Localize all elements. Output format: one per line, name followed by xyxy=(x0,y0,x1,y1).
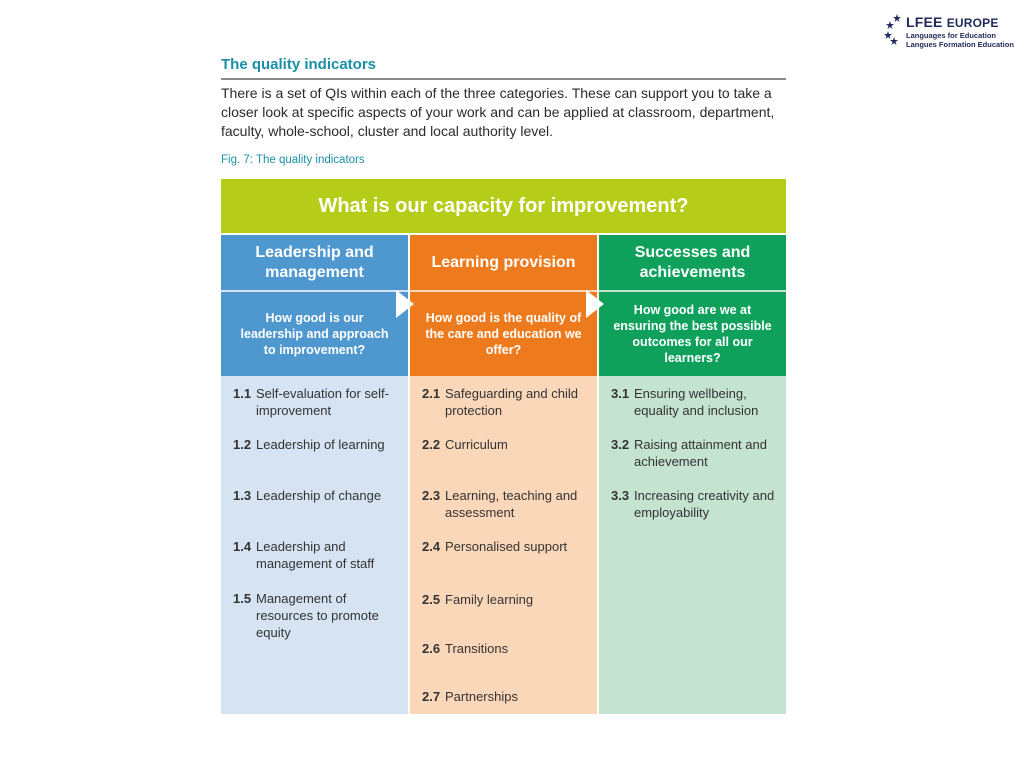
indicator-item: 3.2 Raising attainment and achievement xyxy=(611,437,767,469)
arrow-right-icon xyxy=(586,290,604,318)
indicator-item: 2.3 Learning, teaching and assessment xyxy=(422,488,578,520)
column-successes xyxy=(599,235,786,714)
indicator-item: 1.1 Self-evaluation for self-improvement xyxy=(233,386,389,418)
intro-paragraph: There is a set of QIs within each of the three categories. These can support you to take a closer look at specific aspects of your work and can be applied at classroom, department, faculty, whole-school, cluster and local authority level. xyxy=(221,85,775,139)
arrow-right-icon xyxy=(396,290,414,318)
column-title: Successes and achievements xyxy=(599,235,786,290)
column-title: Leadership and management xyxy=(221,235,408,290)
logo-line-1: Languages for Education xyxy=(906,31,997,40)
column-learning-provision xyxy=(410,235,597,714)
column-question: How good are we at ensuring the best possible outcomes for all our learners? xyxy=(599,292,786,376)
heading-divider xyxy=(221,78,786,80)
logo-brand: LFEE EUROPE xyxy=(906,14,999,30)
indicator-item: 2.6 Transitions xyxy=(422,641,509,656)
indicator-item: 3.1 Ensuring wellbeing, equality and inclusion xyxy=(611,386,759,418)
indicator-item: 2.7 Partnerships xyxy=(422,689,518,704)
column-question: How good is the quality of the care and education we offer? xyxy=(410,292,597,376)
indicator-item: 2.2 Curriculum xyxy=(422,437,508,452)
indicator-item: 1.5 Management of resources to promote equity xyxy=(233,591,379,640)
capacity-banner: What is our capacity for improvement? xyxy=(221,179,786,233)
figure-caption: Fig. 7: The quality indicators xyxy=(221,154,365,166)
indicator-item: 2.4 Personalised support xyxy=(422,539,568,554)
column-title: Learning provision xyxy=(410,235,597,290)
lfee-logo xyxy=(884,8,1016,48)
indicator-item: 1.3 Leadership of change xyxy=(233,488,382,503)
indicator-item: 3.3 Increasing creativity and employability xyxy=(611,488,775,520)
eu-stars-icon xyxy=(884,12,906,46)
indicator-item: 1.4 Leadership and management of staff xyxy=(233,539,375,571)
indicator-item: 2.5 Family learning xyxy=(422,592,534,607)
section-heading: The quality indicators xyxy=(221,56,377,73)
column-leadership xyxy=(221,235,408,714)
column-question: How good is our leadership and approach to improvement? xyxy=(221,292,408,376)
logo-line-2: Langues Formation Education xyxy=(906,40,1014,49)
indicator-item: 2.1 Safeguarding and child protection xyxy=(422,386,578,418)
indicator-item: 1.2 Leadership of learning xyxy=(233,437,385,452)
